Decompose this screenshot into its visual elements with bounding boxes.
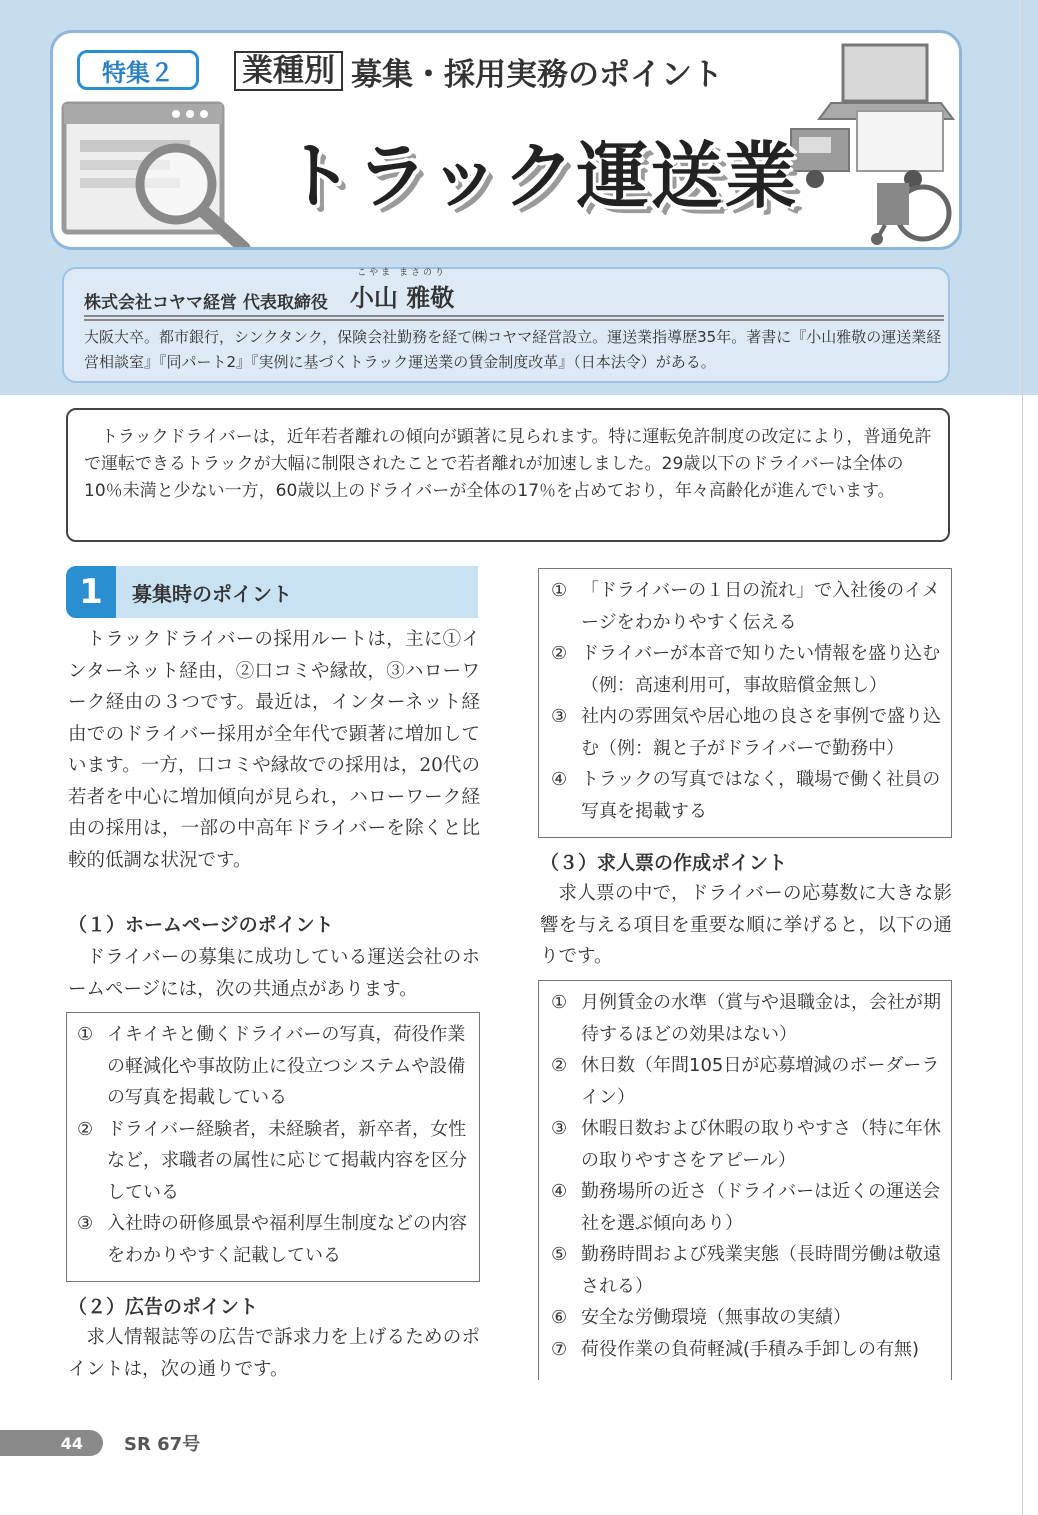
magnifier-window-illustration (58, 98, 288, 250)
sub1-body: ドライバーの募集に成功している運送会社のホームページには，次の共通点があります。 (68, 947, 480, 1000)
list-item (551, 1176, 941, 1239)
list-item (551, 1050, 941, 1113)
laptop-truck-wheelchair-illustration (781, 33, 961, 248)
section-body: トラックドライバーの採用ルートは，主に①インターネット経由，②口コミや縁故，③ハローワーク経由の３つです。最近は，インターネット経由でのドライバー採用が全年代で顕著に増加しています。一方，口コミや縁故での採用は，20代の若者を中心に増加傾向が見られ，ハローワーク経由の採用は，一部の中高年ドライバーを除くと比較的低調な状況です。 (68, 629, 480, 871)
magazine-issue: SR 67号 (124, 1434, 201, 1455)
list-item-text: トラックの写真ではなく，職場で働く社員の写真を掲載する (581, 769, 941, 822)
list-item-number: ③ (77, 1213, 94, 1234)
list-item-number: ② (551, 1055, 568, 1076)
list-item-text: ドライバーが本音で知りたい情報を盛り込む（例：高速利用可，事故賠償金無し） (581, 643, 941, 696)
list-item (77, 1019, 469, 1114)
page-edge-line (1022, 0, 1023, 1515)
feature-tag: 特集２ (77, 50, 199, 90)
list-item (551, 575, 941, 638)
list-item-number: ② (551, 643, 568, 664)
author-bio: 大阪大卒。都市銀行，シンクタンク，保険会社勤務を経て㈱コヤマ経営設立。運送業指導歴35年。著書に『小山雅敬の運送業経営相談室』『同パート2』『実例に基づくトラック運送業の賃金制度改革』（日本法令）がある。 (84, 328, 942, 371)
list-item-number: ⑤ (551, 1244, 568, 1265)
page-title: トラック運送業 (282, 134, 799, 218)
sub3-body: 求人票の中で，ドライバーの応募数に大きな影響を与える項目を重要な順に挙げると，以下の通りです。 (540, 883, 952, 967)
sub1-list (66, 1012, 480, 1282)
list-item-number: ③ (551, 706, 568, 727)
sub2-heading: （２）広告のポイント (68, 1296, 259, 1318)
list-item-number: ⑦ (551, 1338, 568, 1360)
list-item-text: 休日数（年間105日が応募増減のボーダーライン） (581, 1055, 940, 1108)
list-item-text: 荷役作業の負荷軽減(手積み手卸しの有無) (581, 1338, 920, 1360)
list-item-text: 入社時の研修風景や福利厚生制度などの内容をわかりやすく記載している (107, 1213, 467, 1266)
list-item-text: ドライバー経験者，未経験者，新卒者，女性など，求職者の属性に応じて掲載内容を区分している (107, 1118, 467, 1203)
list-item (551, 638, 941, 701)
sub2-list (538, 568, 952, 838)
author-name: 小山 雅敬 (349, 284, 455, 312)
list-item-number: ② (77, 1118, 94, 1140)
page-number: 44 (0, 1430, 103, 1456)
list-item-number: ④ (551, 1181, 568, 1202)
list-item (551, 764, 941, 827)
list-item-text: 勤務場所の近さ（ドライバーは近くの運送会社を選ぶ傾向あり） (581, 1181, 941, 1234)
sub2-body: 求人情報誌等の広告で訴求力を上げるためのポイントは，次の通りです。 (68, 1327, 480, 1380)
list-item-number: ③ (551, 1118, 568, 1139)
author-name-wrap (349, 268, 455, 313)
sub1-heading: （１）ホームページのポイント (68, 914, 334, 936)
list-item-text: 安全な労働環境（無事故の実績） (581, 1307, 851, 1328)
list-item-text: 勤務時間および残業実態（長時間労働は敬遠される） (581, 1244, 941, 1297)
list-item-number: ① (551, 992, 568, 1013)
list-item-text: 社内の雰囲気や居心地の良さを事例で盛り込む（例：親と子がドライバーで勤務中） (581, 706, 941, 759)
author-name-ruby: こやま まさのり (357, 268, 448, 278)
section-title: 募集時のポイント (132, 581, 292, 606)
subtitle-text: 募集・採用実務のポイント (351, 56, 723, 93)
list-item (551, 701, 941, 764)
author-divider-top (84, 315, 944, 317)
list-item-number: ⑥ (551, 1307, 568, 1328)
list-item-text: 月例賃金の水準（賞与や退職金は，会社が期待するほどの効果はない） (581, 992, 941, 1045)
list-item (77, 1208, 469, 1271)
list-item (551, 1239, 941, 1302)
list-item-text: 休暇日数および休暇の取りやすさ（特に年休の取りやすさをアピール） (581, 1118, 941, 1171)
list-item (551, 987, 941, 1050)
author-divider-bottom (84, 319, 944, 321)
author-line (84, 268, 455, 313)
sub3-heading: （３）求人票の作成ポイント (540, 852, 788, 874)
list-item-text: イキイキと働くドライバーの写真，荷役作業の軽減化や事故防止に役立つシステムや設備の写真を掲載している (107, 1024, 466, 1108)
section-number: 1 (66, 566, 116, 618)
list-item (77, 1114, 469, 1209)
sub3-list (538, 980, 952, 1380)
list-item (551, 1113, 941, 1176)
subtitle-box-label: 業種別 (234, 51, 343, 91)
intro-box: トラックドライバーは，近年若者離れの傾向が顕著に見られます。特に運転免許制度の改定により，普通免許で運転できるトラックが大幅に制限されたことで若者離れが加速しました。29歳以下のドライバーは全体の10％未満と少ない一方，60歳以上のドライバーが全体の17％を占めており，年々高齢化が進んでいます。 (66, 408, 950, 542)
list-item-number: ① (551, 580, 568, 601)
list-item (551, 1334, 941, 1366)
list-item-text: 「ドライバーの１日の流れ」で入社後のイメージをわかりやすく伝える (581, 580, 940, 633)
list-item-number: ④ (551, 769, 568, 790)
list-item-number: ① (77, 1024, 94, 1045)
feature-subtitle (234, 50, 723, 92)
list-item (551, 1302, 941, 1334)
author-affiliation: 株式会社コヤマ経営 代表取締役 (84, 293, 328, 313)
